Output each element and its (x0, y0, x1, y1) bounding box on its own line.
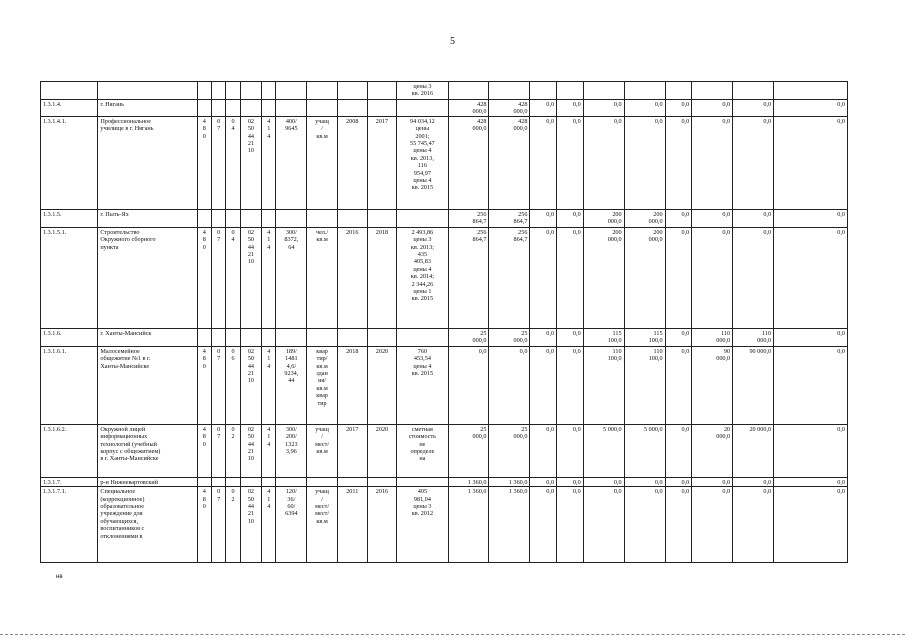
cell-g5: 4 1 4 (262, 487, 276, 563)
cell-g5: 4 1 4 (262, 346, 276, 424)
cell-total-limit: 1 360,0 (448, 487, 489, 563)
cell-v2: 0,0 (557, 209, 584, 227)
cell-start-year (337, 82, 367, 100)
cell-code: 1.3.1.6.2. (41, 424, 98, 477)
cell-v4: 5 000,0 (624, 424, 665, 477)
table-row (41, 100, 848, 117)
cell-end-year: 2020 (367, 346, 397, 424)
cell-total-2016: 1 360,0 (489, 487, 530, 563)
cell-v3: 0,0 (583, 100, 624, 117)
cell-v4: 0,0 (624, 477, 665, 486)
cell-v1: 0,0 (530, 477, 557, 486)
cell-v4: 0,0 (624, 116, 665, 209)
cell-v5 (665, 82, 692, 100)
cell-estimated-cost: цены 3 кв. 2016 (397, 82, 448, 100)
cell-g2: 0 7 (212, 116, 226, 209)
page-number: 5 (450, 36, 455, 47)
cell-estimated-cost (397, 328, 448, 346)
cell-v2: 0,0 (557, 477, 584, 486)
cell-code: 1.3.1.5.1. (41, 227, 98, 328)
cell-name: р-н Нижневартовский (98, 477, 197, 486)
cell-g4 (240, 100, 262, 117)
cell-g2 (212, 328, 226, 346)
cell-code: 1.3.1.6. (41, 328, 98, 346)
cell-v7: 0,0 (733, 100, 774, 117)
budget-table (40, 81, 848, 563)
cell-g3 (226, 328, 240, 346)
cell-g2 (212, 82, 226, 100)
cell-v5: 0,0 (665, 100, 692, 117)
cell-code: 1.3.1.4. (41, 100, 98, 117)
cell-v3: 115 100,0 (583, 328, 624, 346)
cell-v8: 0,0 (774, 227, 848, 328)
cell-g4 (240, 328, 262, 346)
cell-v5: 0,0 (665, 487, 692, 563)
cell-v5: 0,0 (665, 477, 692, 486)
cell-estimated-cost (397, 477, 448, 486)
cell-v1: 0,0 (530, 227, 557, 328)
cell-unit (307, 100, 338, 117)
cell-g1: 4 8 0 (197, 116, 211, 209)
cell-end-year: 2017 (367, 116, 397, 209)
cell-start-year (337, 100, 367, 117)
cell-v8: 0,0 (774, 424, 848, 477)
cell-g5 (262, 328, 276, 346)
cell-name: Окружной лицей информационных технологий (учебный корпус с общежитием) в г. Ханты-Мансийске (98, 424, 197, 477)
cell-estimated-cost: 2 493,86 цены 3 кв. 2013; 435 405,83 цены 4 кв. 2014; 2 344,26 цены 1 кв. 2015 (397, 227, 448, 328)
cell-v2: 0,0 (557, 487, 584, 563)
cell-name (98, 82, 197, 100)
cell-v7 (733, 82, 774, 100)
cell-name: Строительство Окружного сборного пункта (98, 227, 197, 328)
cell-end-year (367, 209, 397, 227)
cell-v2: 0,0 (557, 424, 584, 477)
cell-v6: 0,0 (692, 487, 733, 563)
cell-unit: чел./ кв.м (307, 227, 338, 328)
cell-g3: 0 6 (226, 346, 240, 424)
cell-v4: 110 100,0 (624, 346, 665, 424)
cell-estimated-cost: 405 981,04 цены 3 кв. 2012 (397, 487, 448, 563)
cell-v8: 0,0 (774, 487, 848, 563)
cell-start-year: 2011 (337, 487, 367, 563)
cell-start-year: 2016 (337, 227, 367, 328)
cell-v8: 0,0 (774, 477, 848, 486)
cell-v4 (624, 82, 665, 100)
cell-v4: 200 000,0 (624, 227, 665, 328)
cell-v2: 0,0 (557, 227, 584, 328)
cell-g5: 4 1 4 (262, 424, 276, 477)
table-row (41, 424, 848, 477)
cell-v3: 0,0 (583, 477, 624, 486)
cell-v1: 0,0 (530, 116, 557, 209)
cell-capacity (276, 209, 307, 227)
cell-v1: 0,0 (530, 487, 557, 563)
cell-g1: 4 8 0 (197, 424, 211, 477)
cell-capacity: 300/ 200/ 1323 3,96 (276, 424, 307, 477)
cell-g2: 0 7 (212, 227, 226, 328)
cell-v7: 0,0 (733, 487, 774, 563)
cell-g2 (212, 477, 226, 486)
cell-g4: 02 50 44 21 10 (240, 227, 262, 328)
cell-total-limit: 256 864,7 (448, 209, 489, 227)
cell-g4 (240, 477, 262, 486)
cell-code: 1.3.1.7.1. (41, 487, 98, 563)
cell-g1 (197, 100, 211, 117)
cell-g1 (197, 328, 211, 346)
cell-v4: 0,0 (624, 487, 665, 563)
cell-end-year: 2016 (367, 487, 397, 563)
cell-g1 (197, 209, 211, 227)
cell-g5 (262, 82, 276, 100)
cell-total-limit: 25 000,0 (448, 328, 489, 346)
table-row (41, 477, 848, 486)
cell-name: Профессиональное училище в г. Нягань (98, 116, 197, 209)
cell-code: 1.3.1.6.1. (41, 346, 98, 424)
cell-total-2016 (489, 82, 530, 100)
cell-total-2016: 25 000,0 (489, 424, 530, 477)
table-row (41, 227, 848, 328)
cell-v7: 0,0 (733, 209, 774, 227)
cell-total-limit: 0,0 (448, 346, 489, 424)
cell-start-year: 2008 (337, 116, 367, 209)
cell-v4: 115 100,0 (624, 328, 665, 346)
cell-total-2016: 428 000,0 (489, 116, 530, 209)
cell-g2: 0 7 (212, 487, 226, 563)
cell-start-year (337, 477, 367, 486)
bottom-rule (0, 634, 905, 635)
footer-note: нв (56, 574, 63, 580)
cell-v3: 200 000,0 (583, 227, 624, 328)
table-row (41, 209, 848, 227)
cell-code (41, 82, 98, 100)
cell-total-2016: 428 000,0 (489, 100, 530, 117)
cell-v2: 0,0 (557, 100, 584, 117)
cell-v1: 0,0 (530, 100, 557, 117)
cell-g4: 02 50 44 21 10 (240, 346, 262, 424)
cell-g3: 0 4 (226, 227, 240, 328)
cell-g3 (226, 209, 240, 227)
cell-total-2016: 0,0 (489, 346, 530, 424)
cell-v8 (774, 82, 848, 100)
cell-v6: 0,0 (692, 116, 733, 209)
table-row (41, 346, 848, 424)
cell-unit (307, 82, 338, 100)
cell-g5: 4 1 4 (262, 116, 276, 209)
cell-capacity (276, 82, 307, 100)
cell-start-year: 2017 (337, 424, 367, 477)
cell-v7: 90 000,0 (733, 346, 774, 424)
cell-v8: 0,0 (774, 328, 848, 346)
cell-v6: 20 000,0 (692, 424, 733, 477)
cell-v5: 0,0 (665, 209, 692, 227)
cell-v6: 110 000,0 (692, 328, 733, 346)
table-body (41, 82, 848, 563)
cell-end-year (367, 100, 397, 117)
cell-v7: 20 000,0 (733, 424, 774, 477)
cell-v7: 0,0 (733, 116, 774, 209)
cell-g3: 0 4 (226, 116, 240, 209)
cell-v8: 0,0 (774, 116, 848, 209)
cell-code: 1.3.1.4.1. (41, 116, 98, 209)
cell-v3: 0,0 (583, 487, 624, 563)
cell-estimated-cost (397, 209, 448, 227)
cell-g4 (240, 82, 262, 100)
cell-unit: квар тир/ кв.м здан ия/ кв.м квар тир (307, 346, 338, 424)
cell-g4: 02 50 44 21 10 (240, 487, 262, 563)
cell-g1: 4 8 0 (197, 227, 211, 328)
cell-capacity: 300/ 8372, 64 (276, 227, 307, 328)
cell-v7: 0,0 (733, 227, 774, 328)
cell-total-2016: 256 864,7 (489, 227, 530, 328)
cell-v6: 0,0 (692, 209, 733, 227)
cell-v3 (583, 82, 624, 100)
cell-v8: 0,0 (774, 100, 848, 117)
table-row (41, 328, 848, 346)
cell-unit (307, 209, 338, 227)
table-row (41, 116, 848, 209)
cell-v5: 0,0 (665, 328, 692, 346)
cell-total-limit (448, 82, 489, 100)
cell-code: 1.3.1.7. (41, 477, 98, 486)
cell-g1: 4 8 0 (197, 346, 211, 424)
cell-unit: учащ / кв.м (307, 116, 338, 209)
cell-end-year: 2020 (367, 424, 397, 477)
cell-v3: 110 100,0 (583, 346, 624, 424)
cell-g4: 02 50 44 21 10 (240, 424, 262, 477)
cell-capacity: 189/ 1481 4,6/ 9234, 44 (276, 346, 307, 424)
cell-g5 (262, 209, 276, 227)
cell-start-year (337, 328, 367, 346)
cell-start-year: 2018 (337, 346, 367, 424)
cell-v5: 0,0 (665, 424, 692, 477)
cell-total-2016: 1 360,0 (489, 477, 530, 486)
cell-g4 (240, 209, 262, 227)
cell-v4: 200 000,0 (624, 209, 665, 227)
cell-total-limit: 25 000,0 (448, 424, 489, 477)
cell-v3: 5 000,0 (583, 424, 624, 477)
cell-v1: 0,0 (530, 424, 557, 477)
cell-capacity (276, 477, 307, 486)
cell-v2: 0,0 (557, 346, 584, 424)
cell-total-2016: 256 864,7 (489, 209, 530, 227)
cell-v5: 0,0 (665, 227, 692, 328)
cell-v3: 200 000,0 (583, 209, 624, 227)
cell-v7: 110 000,0 (733, 328, 774, 346)
cell-g3 (226, 477, 240, 486)
cell-g5 (262, 477, 276, 486)
cell-v6: 0,0 (692, 100, 733, 117)
cell-g2 (212, 209, 226, 227)
cell-v1: 0,0 (530, 328, 557, 346)
cell-estimated-cost: 94 034,12 цены 2001; 55 745,47 цены 4 кв. 2013, 116 954,97 цены 4 кв. 2015 (397, 116, 448, 209)
cell-end-year: 2018 (367, 227, 397, 328)
cell-name: Специальное (коррекционное) образовательное учреждение для обучающихся, воспитанников с отклонениями в (98, 487, 197, 563)
cell-name: г. Пыть-Ях (98, 209, 197, 227)
cell-total-limit: 428 000,0 (448, 100, 489, 117)
cell-v2 (557, 82, 584, 100)
cell-v8: 0,0 (774, 346, 848, 424)
cell-end-year (367, 477, 397, 486)
cell-g3 (226, 82, 240, 100)
cell-v2: 0,0 (557, 116, 584, 209)
cell-unit: учащ / мест/ кв.м (307, 424, 338, 477)
cell-v4: 0,0 (624, 100, 665, 117)
cell-v5: 0,0 (665, 346, 692, 424)
cell-capacity: 400/ 9645 (276, 116, 307, 209)
cell-g5 (262, 100, 276, 117)
cell-total-limit: 428 000,0 (448, 116, 489, 209)
cell-v6 (692, 82, 733, 100)
cell-code: 1.3.1.5. (41, 209, 98, 227)
cell-v8: 0,0 (774, 209, 848, 227)
cell-g1: 4 8 0 (197, 487, 211, 563)
cell-g4: 02 50 44 21 10 (240, 116, 262, 209)
cell-start-year (337, 209, 367, 227)
cell-v1: 0,0 (530, 346, 557, 424)
cell-v1: 0,0 (530, 209, 557, 227)
cell-g3 (226, 100, 240, 117)
cell-unit (307, 477, 338, 486)
cell-g2 (212, 100, 226, 117)
cell-g3: 0 2 (226, 424, 240, 477)
cell-g2: 0 7 (212, 424, 226, 477)
cell-g2: 0 7 (212, 346, 226, 424)
cell-unit (307, 328, 338, 346)
cell-g1 (197, 82, 211, 100)
cell-g1 (197, 477, 211, 486)
cell-v6: 0,0 (692, 477, 733, 486)
cell-capacity (276, 328, 307, 346)
cell-v1 (530, 82, 557, 100)
cell-total-limit: 256 864,7 (448, 227, 489, 328)
cell-v6: 0,0 (692, 227, 733, 328)
cell-estimated-cost: 760 453,54 цены 4 кв. 2015 (397, 346, 448, 424)
cell-capacity (276, 100, 307, 117)
cell-v5: 0,0 (665, 116, 692, 209)
cell-total-2016: 25 000,0 (489, 328, 530, 346)
cell-end-year (367, 82, 397, 100)
cell-v6: 90 000,0 (692, 346, 733, 424)
cell-g5: 4 1 4 (262, 227, 276, 328)
cell-name: Малосемейное общежитие №1 в г. Ханты-Мансийске (98, 346, 197, 424)
cell-v3: 0,0 (583, 116, 624, 209)
cell-total-limit: 1 360,0 (448, 477, 489, 486)
table-row (41, 82, 848, 100)
cell-end-year (367, 328, 397, 346)
cell-name: г. Ханты-Мансийск (98, 328, 197, 346)
cell-name: г. Нягань (98, 100, 197, 117)
cell-capacity: 120/ 36/ 60/ 6394 (276, 487, 307, 563)
cell-unit: учащ / мест/ мест/ кв.м (307, 487, 338, 563)
cell-estimated-cost: сметная стоимость не определе на (397, 424, 448, 477)
cell-estimated-cost (397, 100, 448, 117)
table-row (41, 487, 848, 563)
cell-g3: 0 2 (226, 487, 240, 563)
cell-v2: 0,0 (557, 328, 584, 346)
cell-v7: 0,0 (733, 477, 774, 486)
